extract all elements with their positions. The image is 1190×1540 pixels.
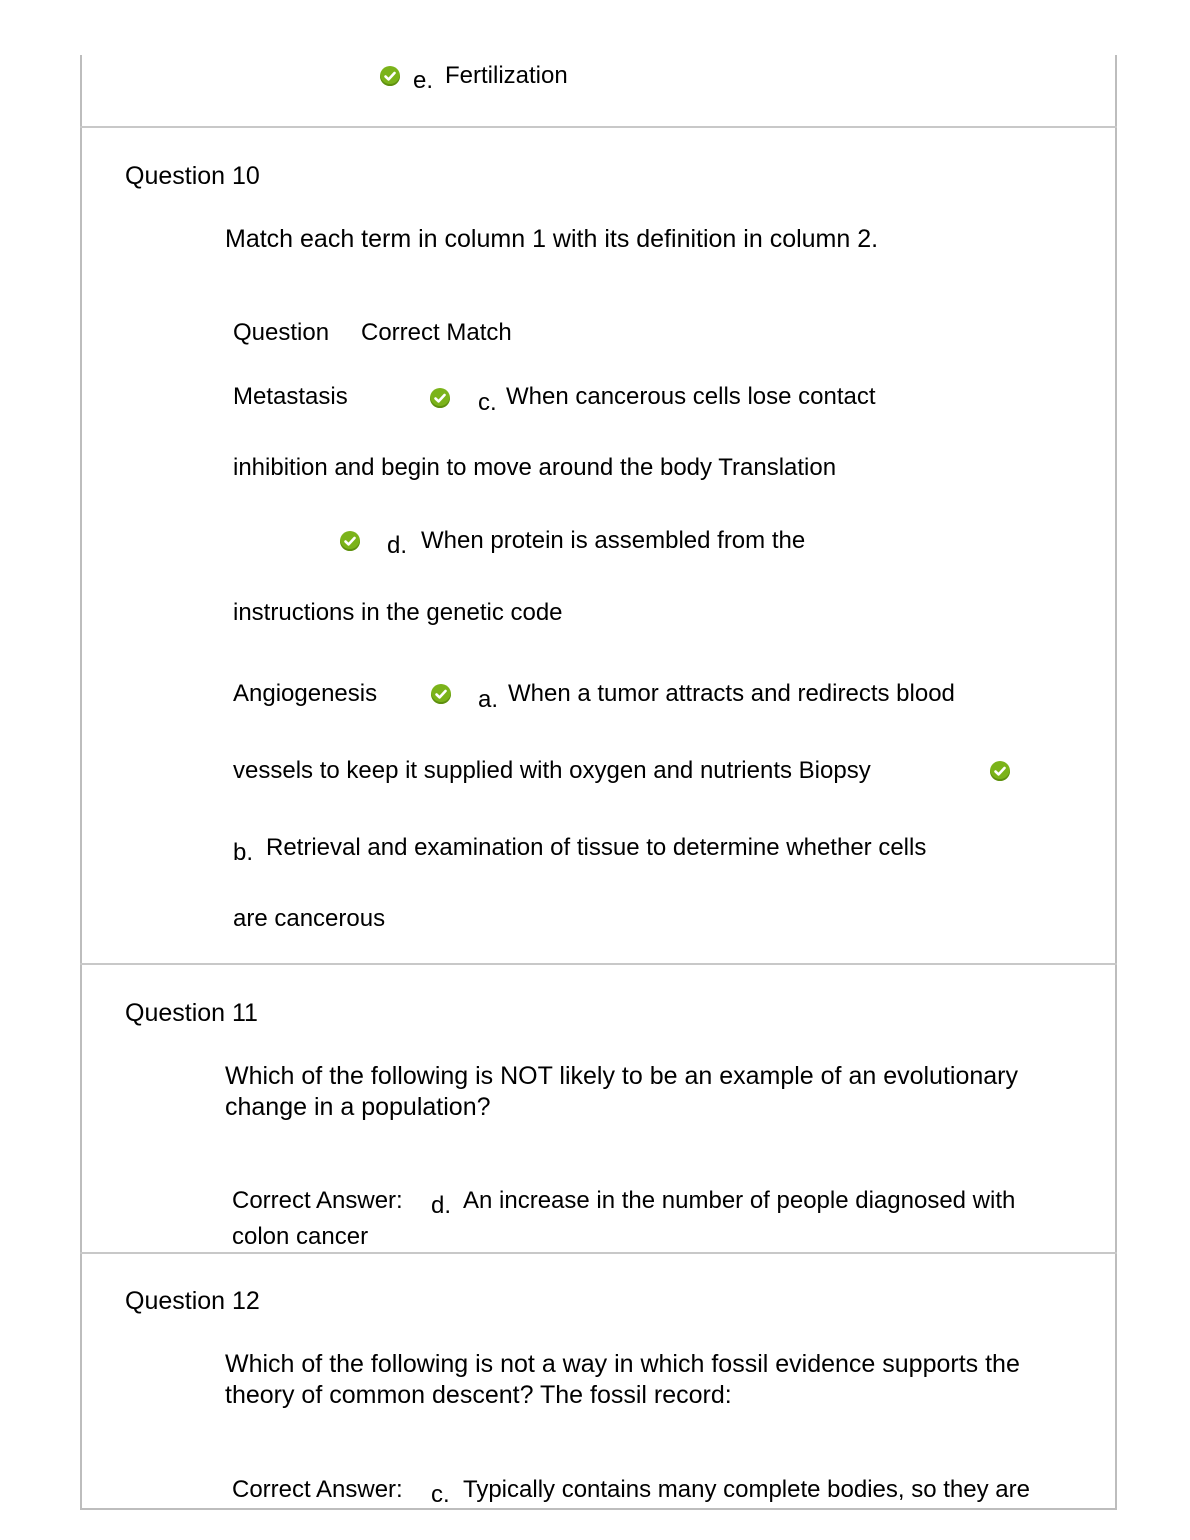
divider: [80, 1252, 1117, 1254]
answer-text-continued: colon cancer: [232, 1223, 369, 1250]
question-prompt: Match each term in column 1 with its definition in column 2.: [225, 225, 879, 253]
column-header-question: Question: [233, 319, 330, 346]
answer-text: Typically contains many complete bodies, so they are: [463, 1476, 1030, 1503]
match-definition: When a tumor attracts and redirects blood: [508, 680, 955, 707]
answer-text: An increase in the number of people diagnosed with: [463, 1187, 1016, 1214]
question-title: Question 10: [125, 162, 260, 190]
question-prompt-line: theory of common descent? The fossil record:: [225, 1381, 732, 1409]
match-definition: When cancerous cells lose contact: [506, 383, 876, 410]
match-letter: c.: [478, 389, 497, 416]
match-definition: Retrieval and examination of tissue to determine whether cells: [266, 834, 927, 861]
divider: [80, 126, 1117, 128]
question-prompt-line: Which of the following is not a way in which fossil evidence supports the: [225, 1350, 1020, 1378]
question-title: Question 12: [125, 1287, 260, 1315]
correct-check-icon: [340, 531, 360, 551]
match-term: Angiogenesis: [233, 680, 378, 707]
match-definition-continued: are cancerous: [233, 905, 386, 932]
question-prompt-line: change in a population?: [225, 1093, 491, 1121]
match-definition-continued: vessels to keep it supplied with oxygen and nutrients Biopsy: [233, 757, 871, 784]
question-title: Question 11: [125, 999, 258, 1027]
correct-answer-label: Correct Answer:: [232, 1187, 403, 1214]
match-letter: b.: [233, 839, 254, 866]
question-prompt-line: Which of the following is NOT likely to be an example of an evolutionary: [225, 1062, 1018, 1090]
match-term: Metastasis: [233, 383, 348, 410]
match-letter: a.: [478, 686, 499, 713]
answer-letter: c.: [431, 1481, 450, 1508]
match-definition: When protein is assembled from the: [421, 527, 806, 554]
match-definition-continued: instructions in the genetic code: [233, 599, 563, 626]
question-prompt: [225, 1061, 1018, 1123]
answer-text: Fertilization: [445, 62, 568, 89]
question-prompt: [225, 1349, 1020, 1411]
match-letter: d.: [387, 532, 408, 559]
correct-check-icon: [430, 388, 450, 408]
divider: [80, 963, 1117, 965]
correct-check-icon: [990, 761, 1010, 781]
answer-letter: d.: [431, 1192, 452, 1219]
correct-check-icon: [431, 684, 451, 704]
correct-answer-label: Correct Answer:: [232, 1476, 403, 1503]
match-definition-continued: inhibition and begin to move around the body Translation: [233, 454, 837, 481]
correct-check-icon: [380, 66, 400, 86]
answer-letter: e.: [413, 67, 434, 94]
column-header-correct-match: Correct Match: [361, 319, 512, 346]
